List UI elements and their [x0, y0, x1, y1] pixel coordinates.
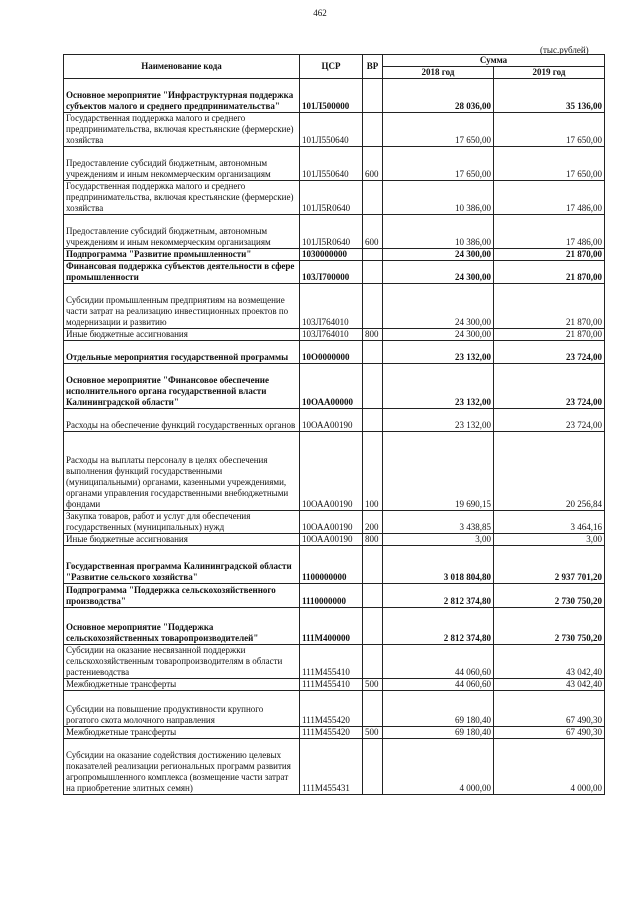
row-code: 10ОАА00190 [300, 409, 363, 432]
row-vr [363, 364, 383, 409]
row-2019: 23 724,00 [494, 341, 605, 364]
table-row [64, 645, 605, 679]
row-vr [363, 608, 383, 645]
table-row [64, 249, 605, 261]
row-name: Отдельные мероприятия государственной программы [64, 341, 300, 364]
row-2019: 67 490,30 [494, 727, 605, 739]
row-code: 103Л700000 [300, 261, 363, 284]
row-2018: 44 060,60 [383, 679, 494, 691]
row-code: 111М455420 [300, 727, 363, 739]
table-row [64, 284, 605, 329]
page-number: 462 [313, 8, 327, 18]
row-2018: 23 132,00 [383, 341, 494, 364]
row-code: 101Л5R0640 [300, 215, 363, 249]
row-2018: 19 690,15 [383, 432, 494, 511]
row-vr: 800 [363, 329, 383, 341]
row-2019: 2 730 750,20 [494, 608, 605, 645]
row-name: Государственная поддержка малого и среднего предпринимательства, включая крестьянские (фермерские) хозяйства [64, 181, 300, 215]
row-2019: 21 870,00 [494, 249, 605, 261]
row-2019: 35 136,00 [494, 79, 605, 113]
row-2019: 43 042,40 [494, 645, 605, 679]
table-row [64, 341, 605, 364]
row-code: 101Л550640 [300, 113, 363, 147]
row-code: 111М400000 [300, 608, 363, 645]
header-sum: Сумма [383, 55, 605, 67]
row-2018: 69 180,40 [383, 727, 494, 739]
table-row [64, 261, 605, 284]
row-name: Субсидии на оказание несвязанной поддержки сельскохозяйственным товаропроизводителям в области растениеводства [64, 645, 300, 679]
row-2018: 17 650,00 [383, 147, 494, 181]
row-vr [363, 79, 383, 113]
row-2018: 28 036,00 [383, 79, 494, 113]
table-row [64, 584, 605, 608]
row-vr: 100 [363, 432, 383, 511]
row-2018: 23 132,00 [383, 409, 494, 432]
row-2018: 24 300,00 [383, 261, 494, 284]
row-code: 103Л764010 [300, 284, 363, 329]
table-row [64, 181, 605, 215]
row-code: 111М455420 [300, 691, 363, 727]
row-2019: 43 042,40 [494, 679, 605, 691]
table-row [64, 608, 605, 645]
row-name: Субсидии на повышение продуктивности крупного рогатого скота молочного направления [64, 691, 300, 727]
row-code: 10ОАА00190 [300, 534, 363, 546]
row-name: Основное мероприятие "Финансовое обеспечение исполнительного органа государственной власти Калининградской области" [64, 364, 300, 409]
row-code: 111М455410 [300, 679, 363, 691]
row-code: 10ОАА00190 [300, 432, 363, 511]
row-2018: 10 386,00 [383, 215, 494, 249]
row-name: Закупка товаров, работ и услуг для обеспечения государственных (муниципальных) нужд [64, 511, 300, 534]
row-name: Основное мероприятие "Инфраструктурная поддержка субъектов малого и среднего предпринимательства" [64, 79, 300, 113]
row-name: Основное мероприятие "Поддержка сельскохозяйственных товаропроизводителей" [64, 608, 300, 645]
row-name: Субсидии на оказание содействия достижению целевых показателей реализации региональных программ развития агропромышленного комплекса (возмещение части затрат на приобретение элитных семян) [64, 739, 300, 795]
row-2018: 2 812 374,80 [383, 608, 494, 645]
row-2019: 20 256,84 [494, 432, 605, 511]
row-name: Подпрограмма "Развитие промышленности" [64, 249, 300, 261]
row-code: 111М455410 [300, 645, 363, 679]
row-name: Иные бюджетные ассигнования [64, 534, 300, 546]
table-row [64, 691, 605, 727]
row-2019: 2 730 750,20 [494, 584, 605, 608]
table-row [64, 534, 605, 546]
row-code: 101Л5R0640 [300, 181, 363, 215]
row-2019: 17 650,00 [494, 147, 605, 181]
row-2018: 4 000,00 [383, 739, 494, 795]
row-vr: 500 [363, 727, 383, 739]
header-csr: ЦСР [300, 55, 363, 79]
table-row [64, 409, 605, 432]
row-vr [363, 284, 383, 329]
row-name: Расходы на выплаты персоналу в целях обеспечения выполнения функций государственными (муниципальными) органами, казенными учреждениями, органами управления государственными внебюджетными фондами [64, 432, 300, 511]
table-row [64, 364, 605, 409]
row-vr [363, 691, 383, 727]
table-row [64, 215, 605, 249]
row-2019: 3 464,16 [494, 511, 605, 534]
row-2018: 24 300,00 [383, 329, 494, 341]
row-2019: 2 937 701,20 [494, 546, 605, 584]
row-vr [363, 249, 383, 261]
row-vr [363, 113, 383, 147]
row-2018: 44 060,60 [383, 645, 494, 679]
row-vr [363, 645, 383, 679]
row-2019: 17 650,00 [494, 113, 605, 147]
row-vr: 200 [363, 511, 383, 534]
row-code: 1110000000 [300, 584, 363, 608]
row-2018: 23 132,00 [383, 364, 494, 409]
row-name: Финансовая поддержка субъектов деятельности в сфере промышленности [64, 261, 300, 284]
row-name: Государственная поддержка малого и среднего предпринимательства, включая крестьянские (фермерские) хозяйства [64, 113, 300, 147]
row-vr: 500 [363, 679, 383, 691]
row-2019: 21 870,00 [494, 261, 605, 284]
row-name: Субсидии промышленным предприятиям на возмещение части затрат на реализацию инвестиционных проектов по модернизации и развитию [64, 284, 300, 329]
table-row [64, 329, 605, 341]
row-name: Расходы на обеспечение функций государственных органов [64, 409, 300, 432]
row-vr: 600 [363, 147, 383, 181]
row-2019: 23 724,00 [494, 409, 605, 432]
row-2019: 17 486,00 [494, 215, 605, 249]
row-2018: 10 386,00 [383, 181, 494, 215]
row-2018: 3 438,85 [383, 511, 494, 534]
table-row [64, 727, 605, 739]
row-code: 111М455431 [300, 739, 363, 795]
row-2019: 21 870,00 [494, 329, 605, 341]
row-vr [363, 584, 383, 608]
row-vr [363, 181, 383, 215]
table-row [64, 432, 605, 511]
row-2019: 3,00 [494, 534, 605, 546]
row-2019: 21 870,00 [494, 284, 605, 329]
budget-table [63, 54, 605, 795]
row-code: 10ОАА00190 [300, 511, 363, 534]
row-vr [363, 546, 383, 584]
row-name: Межбюджетные трансферты [64, 679, 300, 691]
row-2019: 17 486,00 [494, 181, 605, 215]
row-vr: 800 [363, 534, 383, 546]
table-row [64, 546, 605, 584]
table-row [64, 79, 605, 113]
row-2019: 67 490,30 [494, 691, 605, 727]
row-2018: 24 300,00 [383, 249, 494, 261]
row-code: 103Л764010 [300, 329, 363, 341]
row-name: Предоставление субсидий бюджетным, автономным учреждениям и иным некоммерческим организациям [64, 215, 300, 249]
row-vr: 600 [363, 215, 383, 249]
row-2018: 24 300,00 [383, 284, 494, 329]
row-name: Межбюджетные трансферты [64, 727, 300, 739]
row-code: 101Л500000 [300, 79, 363, 113]
row-2019: 4 000,00 [494, 739, 605, 795]
row-2019: 23 724,00 [494, 364, 605, 409]
table-row [64, 147, 605, 181]
row-name: Предоставление субсидий бюджетным, автономным учреждениям и иным некоммерческим организациям [64, 147, 300, 181]
header-2018: 2018 год [383, 67, 494, 79]
row-code: 101Л550640 [300, 147, 363, 181]
row-2018: 3,00 [383, 534, 494, 546]
row-vr [363, 739, 383, 795]
row-code: 10ОАА00000 [300, 364, 363, 409]
row-name: Подпрограмма "Поддержка сельскохозяйственного производства" [64, 584, 300, 608]
table-row [64, 679, 605, 691]
row-code: 1030000000 [300, 249, 363, 261]
header-vr: ВР [363, 55, 383, 79]
header-name: Наименование кода [64, 55, 300, 79]
table-row [64, 113, 605, 147]
row-code: 1100000000 [300, 546, 363, 584]
header-2019: 2019 год [494, 67, 605, 79]
row-vr [363, 341, 383, 364]
unit-label: (тыс.рублей) [540, 45, 589, 55]
row-2018: 69 180,40 [383, 691, 494, 727]
row-name: Иные бюджетные ассигнования [64, 329, 300, 341]
row-code: 10О0000000 [300, 341, 363, 364]
row-2018: 2 812 374,80 [383, 584, 494, 608]
row-vr [363, 409, 383, 432]
row-2018: 17 650,00 [383, 113, 494, 147]
row-name: Государственная программа Калининградской области "Развитие сельского хозяйства" [64, 546, 300, 584]
table-row [64, 739, 605, 795]
row-2018: 3 018 804,80 [383, 546, 494, 584]
row-vr [363, 261, 383, 284]
table-row [64, 511, 605, 534]
